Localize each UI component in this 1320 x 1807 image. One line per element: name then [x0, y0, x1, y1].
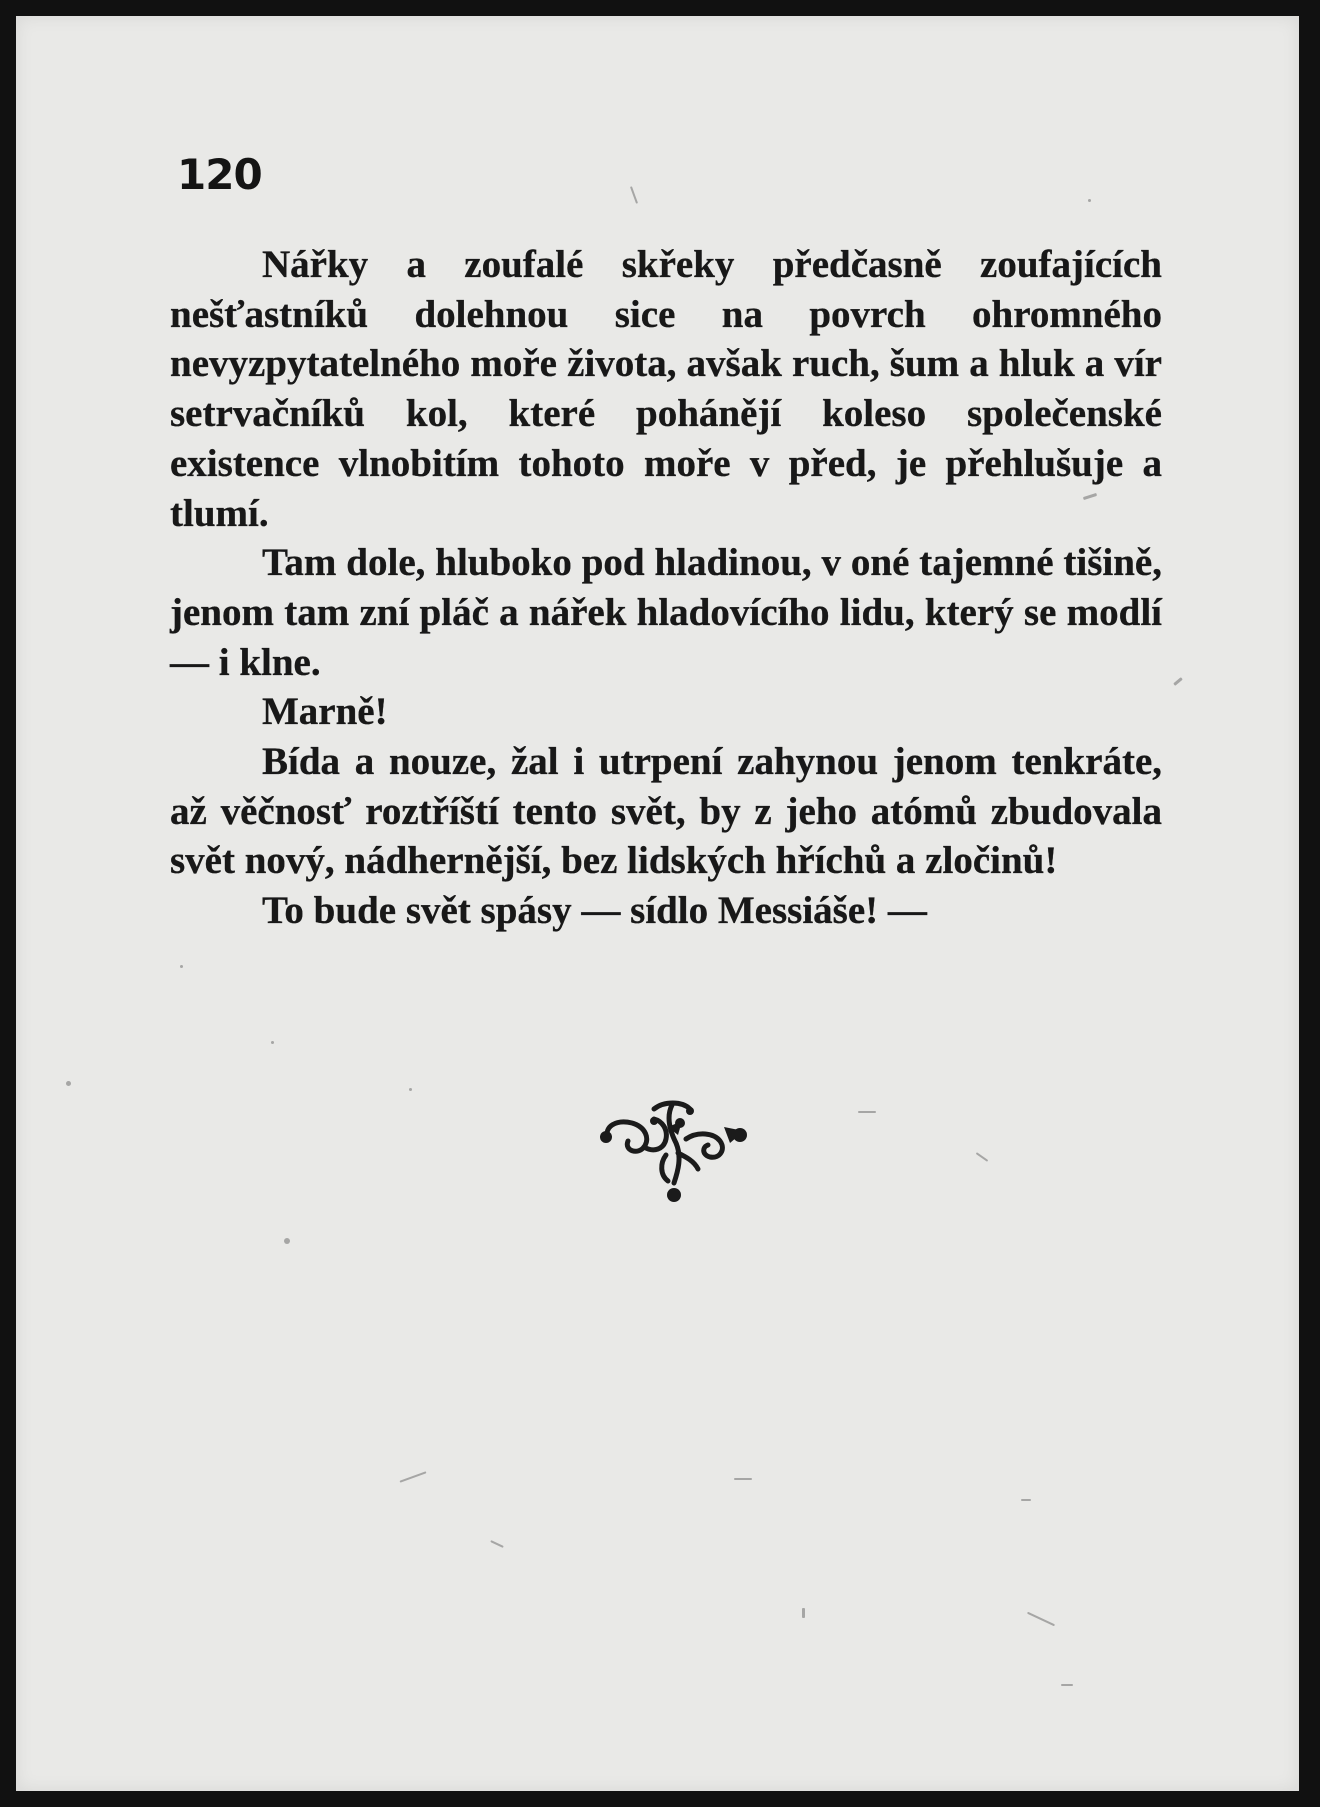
paper-speck [976, 1152, 989, 1162]
paragraph: To bude svět spásy — sídlo Messiáše! — [262, 889, 927, 933]
paper-speck [734, 1478, 752, 1480]
paper-speck [1088, 199, 1091, 202]
paper-speck [400, 1471, 427, 1482]
paragraph: Nářky a zoufalé skřeky předčasně zoufajících nešťastníků dolehnou sice na povrch ohromného nevyzpytatelného moře života, avšak ruch, šum a hluk a vír setrvačníků kol, které pohánějí koleso společenské existence vlnobitím tohoto moře v před, je přehlušuje a tlumí. [170, 243, 1162, 535]
paragraph: Bída a nouze, žal i utrpení zahynou jenom tenkráte, až věčnosť roztříští tento svět, by z jeho atómů zbudovala svět nový, nádhernější, bez lidských hříchů a zločinů! [170, 740, 1162, 883]
paper-speck [1173, 677, 1183, 686]
paper-speck [1021, 1499, 1031, 1501]
paper-speck [1027, 1612, 1055, 1626]
paper-speck [180, 965, 183, 968]
paper-speck [802, 1608, 805, 1618]
paragraph: Marně! [262, 690, 388, 734]
paper-speck [409, 1088, 412, 1091]
paper-speck [630, 186, 638, 204]
paper-speck [1061, 1684, 1073, 1686]
paper-speck [66, 1081, 71, 1086]
body-text [170, 240, 1162, 936]
paragraph: Tam dole, hluboko pod hladinou, v oné tajemné tišině, jenom tam zní pláč a nářek hladovícího lidu, který se modlí — i klne. [170, 541, 1162, 684]
paper-speck [490, 1540, 504, 1548]
book-page [16, 16, 1299, 1791]
paper-speck [271, 1041, 274, 1044]
floral-vignette-icon [594, 1091, 754, 1203]
page-number: 120 [177, 150, 262, 199]
paper-speck [858, 1111, 876, 1113]
paper-speck [284, 1238, 290, 1244]
